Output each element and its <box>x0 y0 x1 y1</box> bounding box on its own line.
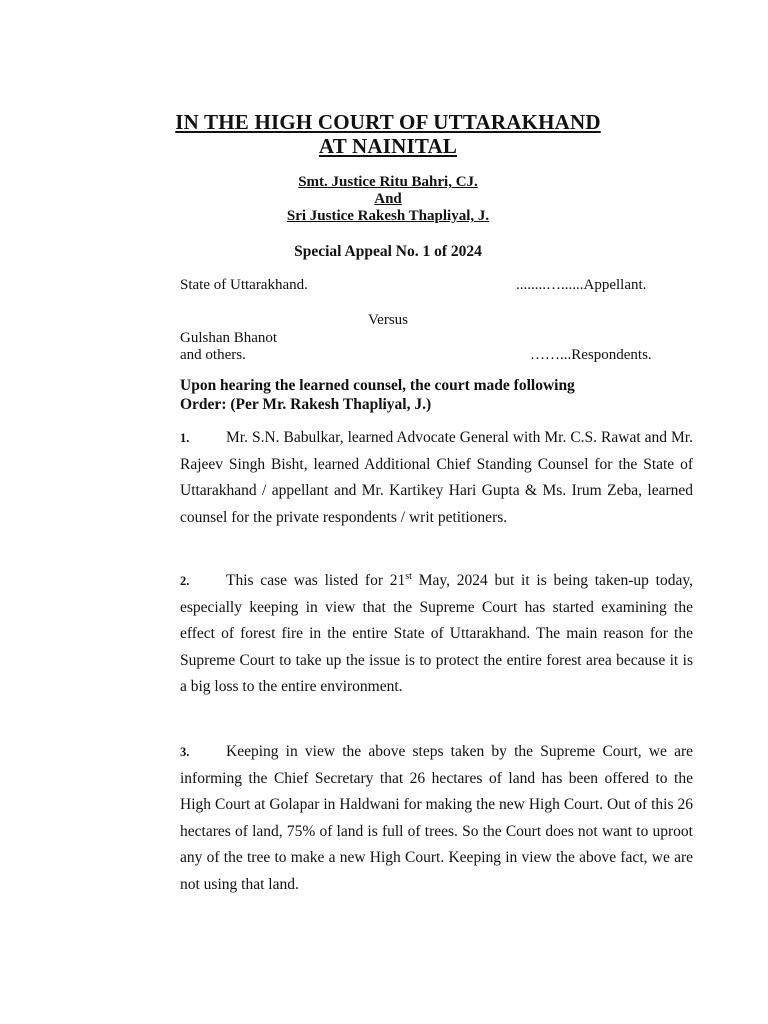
respondent-name: Gulshan Bhanot <box>180 330 278 346</box>
judge-name-2: Sri Justice Rakesh Thapliyal, J. <box>286 208 490 224</box>
paragraph-text: Keeping in view the above steps taken by the Supreme Court, we are informing the Chief Secretary that 26 hectares of land has been offered to the High Court at Golapar in Haldwani for making the new High Court. Out of this 26 hectares of land, 75% of land is full of trees. So the Court does not want to uproot any of the tree to make a new High Court. Keeping in view the above fact, we are not using that land. <box>180 743 693 893</box>
paragraph-2 <box>180 568 693 701</box>
bench-conjunction: And <box>374 191 402 207</box>
respondent-others: and others. <box>180 347 246 363</box>
paragraph-number: 2. <box>180 574 190 588</box>
order-heading-line-2: Order: (Per Mr. Rakesh Thapliyal, J.) <box>180 396 432 413</box>
paragraph-text-cont: May, 2024 but it is being taken-up today, especially keeping in view that the Supreme Court has started examining the effect of forest fire in the entire State of Uttarakhand. The main reason for the Supreme Court to take up the issue is to protect the entire forest area because it is a big loss to the entire environment. <box>180 572 693 695</box>
ordinal-suffix: st <box>405 570 412 582</box>
appellant-role: ........…......Appellant. <box>516 277 647 293</box>
court-name-title: IN THE HIGH COURT OF UTTARAKHAND <box>175 110 601 134</box>
order-heading <box>180 376 680 414</box>
court-location-title: AT NAINITAL <box>318 134 458 158</box>
case-number: Special Appeal No. 1 of 2024 <box>294 243 482 260</box>
paragraph-1 <box>180 425 693 531</box>
paragraph-number: 1. <box>180 431 190 445</box>
judge-name-1: Smt. Justice Ritu Bahri, CJ. <box>298 174 478 190</box>
respondent-role: ……...Respondents. <box>530 347 652 363</box>
paragraph-text: Mr. S.N. Babulkar, learned Advocate General with Mr. C.S. Rawat and Mr. Rajeev Singh Bisht, learned Additional Chief Standing Counsel for the State of Uttarakhand / appellant and Mr. Kartikey Hari Gupta & Ms. Irum Zeba, learned counsel for the private respondents / writ petitioners. <box>180 429 693 526</box>
paragraph-number: 3. <box>180 745 190 759</box>
paragraph-3 <box>180 739 693 898</box>
appellant-name: State of Uttarakhand. <box>180 277 308 293</box>
versus-label: Versus <box>368 312 408 328</box>
order-heading-line-1: Upon hearing the learned counsel, the court made following <box>180 377 575 394</box>
paragraph-text: This case was listed for 21 <box>226 572 406 589</box>
